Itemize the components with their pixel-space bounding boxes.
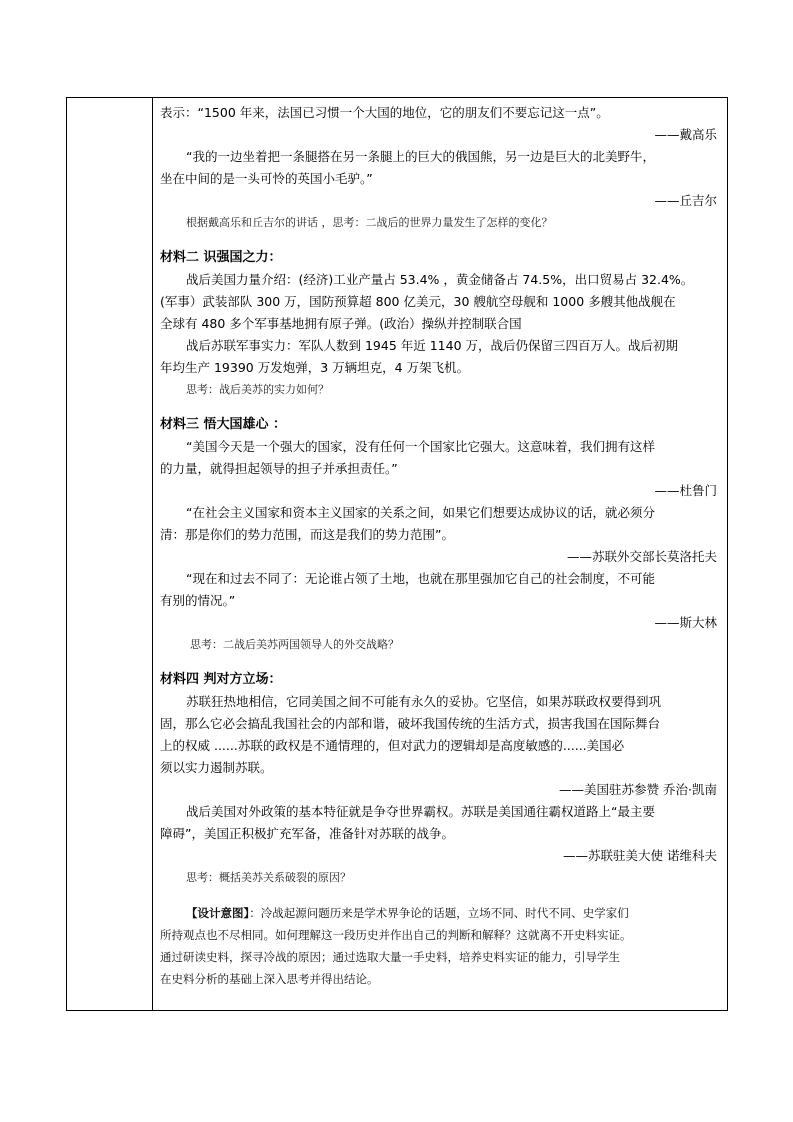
document-table [66,97,728,1011]
novikov-quote-line-1: 战后美国对外政策的基本特征就是争夺世界霸权。苏联是美国通往霸权道路上“最主要 [186,804,655,819]
design-intent-text-1: ：冷战起源问题历来是学术界争论的话题，立场不同、时代不同、史学家们 [249,906,629,920]
attribution-truman: ——杜鲁门 [654,483,717,498]
novikov-quote-line-2: 障碍”，美国正积极扩充军备，准备针对苏联的战争。 [160,826,454,841]
intro-line: 表示：“1500 年来，法国已习惯一个大国的地位，它的朋友们不要忘记这一点”。 [160,105,609,120]
content-cell [160,102,723,990]
think-question-3: 思考：二战后美苏两国领导人的外交战略？ [190,638,399,651]
stalin-quote-line-1: “现在和过去不同了：无论谁占领了土地，也就在那里强加它自己的社会制度，不可能 [186,571,655,586]
think-question-2: 思考：战后美苏的实力如何？ [186,383,329,396]
kennan-quote-line-3: 上的权威 ......苏联的政权是不通情理的，但对武力的逻辑却是高度敏感的......美国必 [160,738,625,753]
molotov-quote-line-2: 清：那是你们的势力范围，而这是我们的势力范围”。 [160,527,454,542]
truman-quote-line-1: “美国今天是一个强大的国家，没有任何一个国家比它强大。这意味着，我们拥有这样 [186,439,655,454]
molotov-quote-line-1: “在社会主义国家和资本主义国家的关系之间，如果它们想要达成协议的话，就必须分 [186,505,655,520]
us-power-line-3: 全球有 480 多个军事基地拥有原子弹。(政治）操纵并控制联合国 [160,316,522,331]
attribution-kennan: ——美国驻苏参赞 乔治·凯南 [559,782,717,797]
design-intent-line-4: 在史料分析的基础上深入思考并得出结论。 [160,972,379,986]
material-3-heading: 材料三 悟大国雄心 ： [160,417,287,432]
design-intent-line-2: 所持观点也不尽相同。如何理解这一段历史并作出自己的判断和解释？这就离不开史料实证。 [160,928,632,942]
soviet-power-line-1: 战后苏联军事实力：军队人数到 1945 年近 1140 万，战后仍保留三四百万人。战后初期 [186,338,679,353]
attribution-molotov: ——苏联外交部长莫洛托夫 [566,549,717,564]
churchill-quote-line-2: 坐在中间的是一头可怜的英国小毛驴。” [160,171,373,186]
design-intent-line-3: 通过研读史料，探寻冷战的原因；通过选取大量一手史料，培养史料实证的能力，引导学生 [160,950,620,964]
churchill-quote-line-1: “我的一边坐着把一条腿搭在另一条腿上的巨大的俄国熊，另一边是巨大的北美野牛， [186,149,655,164]
attribution-churchill: ——丘吉尔 [654,193,717,208]
think-question-4: 思考：概括美苏关系破裂的原因？ [186,871,351,884]
attribution-stalin: ——斯大林 [654,615,717,630]
kennan-quote-line-1: 苏联狂热地相信，它同美国之间不可能有永久的妥协。它坚信，如果苏联政权要得到巩 [186,694,662,709]
soviet-power-line-2: 年均生产 19390 万发炮弹，3 万辆坦克，4 万架飞机。 [160,360,470,375]
us-power-line-2: (军事）武装部队 300 万，国防预算超 800 亿美元，30 艘航空母舰和 1000 多艘其他战舰在 [160,294,676,309]
us-power-line-1: 战后美国力量介绍：(经济)工业产量占 53.4% ，黄金储备占 74.5%，出口贸易占 32.4%。 [186,272,694,287]
design-intent-label: 【设计意图】 [186,906,250,920]
design-intent-line-1 [160,902,723,924]
column-divider [152,98,153,1010]
material-2-heading: 材料二 识强国之力： [160,250,282,265]
attribution-de-gaulle: ——戴高乐 [654,127,717,142]
kennan-quote-line-4: 须以实力遏制苏联。 [160,760,273,775]
material-4-heading: 材料四 判对方立场： [160,672,282,687]
stalin-quote-line-2: 有别的情况。” [160,593,236,608]
attribution-novikov: ——苏联驻美大使 诺维科夫 [563,848,717,863]
truman-quote-line-2: 的力量，就得担起领导的担子并承担责任。” [160,461,398,476]
think-question-1: 根据戴高乐和丘吉尔的讲话 ，思考：二战后的世界力量发生了怎样的变化？ [186,216,553,229]
kennan-quote-line-2: 固，那么它必会搞乱我国社会的内部和谐，破坏我国传统的生活方式，损害我国在国际舞台 [160,716,661,731]
